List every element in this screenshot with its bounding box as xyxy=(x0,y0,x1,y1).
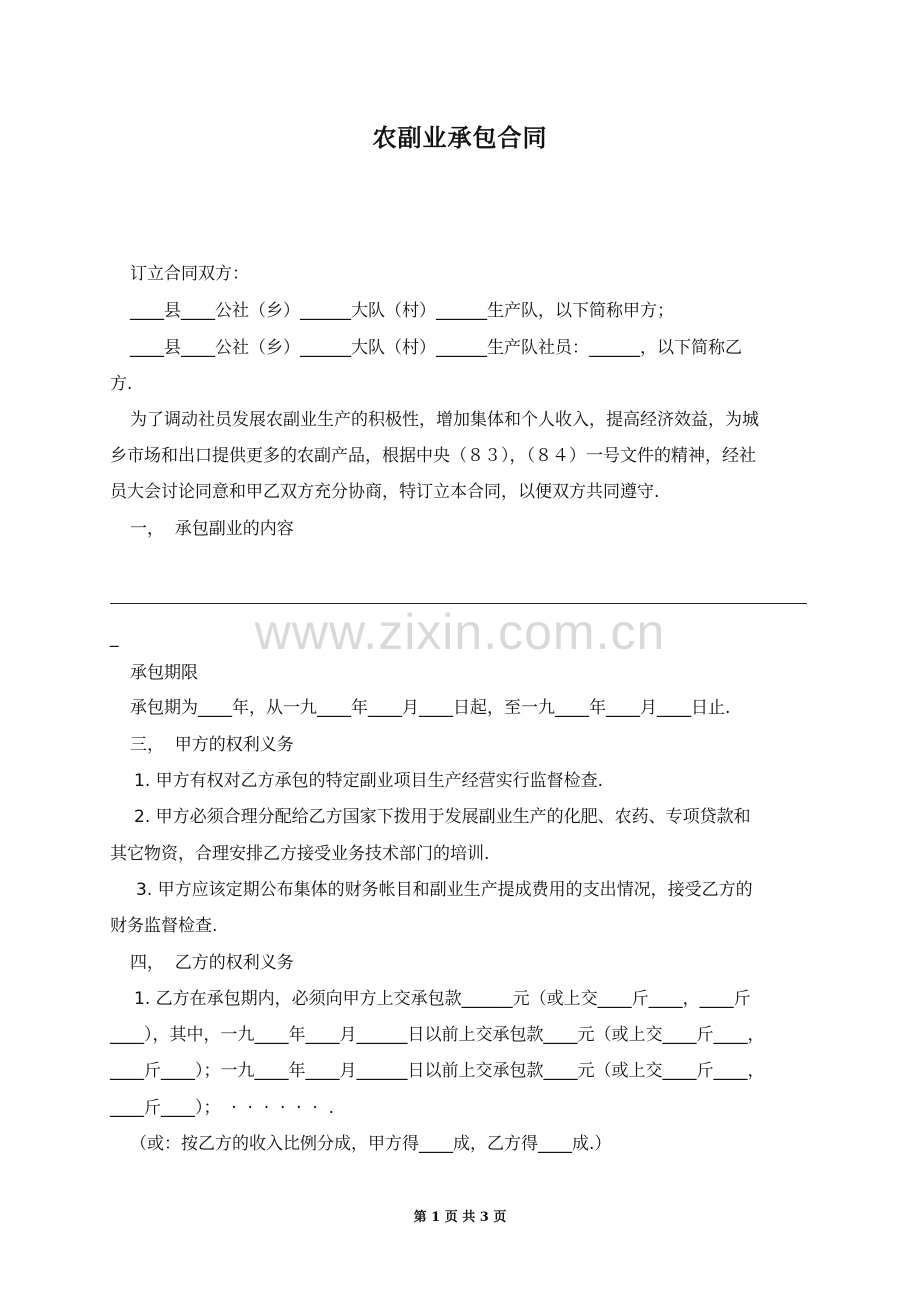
paragraph-line: ____县____公社（乡）______大队（村）______生产队社员：______，以下简称乙 xyxy=(130,338,742,358)
list-item: 3. 甲方应该定期公布集体的财务帐目和副业生产提成费用的支出情况，接受乙方的 xyxy=(136,880,753,900)
list-item: 1. 乙方在承包期内，必须向甲方上交承包款______元（或上交____斤____，____斤 xyxy=(134,989,751,1009)
section-heading: 一， 承包副业的内容 xyxy=(130,519,294,539)
blank-underline-end: _ xyxy=(110,628,119,648)
paragraph-line: ____），其中，一九____年____月______日以前上交承包款____元（或上交____斤____， xyxy=(110,1025,765,1045)
paragraph-line: 员大会讨论同意和甲乙双方充分协商，特订立本合同，以便双方共同遵守. xyxy=(110,482,660,502)
paragraph-line: 财务监督检查. xyxy=(110,916,218,936)
list-item: 1. 甲方有权对乙方承包的特定副业项目生产经营实行监督检查. xyxy=(134,771,604,791)
paragraph-line: ____县____公社（乡）______大队（村）______生产队，以下简称甲方； xyxy=(130,301,674,321)
section-heading: 三， 甲方的权利义务 xyxy=(130,735,294,755)
list-item: 2. 甲方必须合理分配给乙方国家下拨用于发展副业生产的化肥、农药、专项贷款和 xyxy=(134,807,751,827)
paragraph-line: 方. xyxy=(110,374,133,394)
paragraph-line: ____斤____）； · · · · · · . xyxy=(110,1098,334,1118)
paragraph-line: 订立合同双方： xyxy=(130,264,249,284)
paragraph-line: 乡市场和出口提供更多的农副产品，根据中央（８３），（８４）一号文件的精神，经社 xyxy=(110,446,756,466)
section-heading: 承包期限 xyxy=(130,663,198,683)
paragraph-line: 承包期为____年，从一九____年____月____日起，至一九____年____月____日止. xyxy=(130,698,731,718)
watermark: www.zixin.com.cn xyxy=(254,604,666,660)
paragraph-line: ____斤____）；一九____年____月______日以前上交承包款____元（或上交____斤____， xyxy=(110,1061,765,1081)
section-heading: 四， 乙方的权利义务 xyxy=(130,953,294,973)
paragraph-line: 为了调动社员发展农副业生产的积极性，增加集体和个人收入，提高经济效益，为城 xyxy=(130,410,759,430)
page-footer: 第 1 页 共 3 页 xyxy=(413,1210,507,1225)
paragraph-line: 其它物资，合理安排乙方接受业务技术部门的培训. xyxy=(110,844,490,864)
paragraph-line: （或：按乙方的收入比例分成，甲方得____成，乙方得____成.） xyxy=(130,1134,612,1154)
document-title: 农副业承包合同 xyxy=(372,124,548,152)
